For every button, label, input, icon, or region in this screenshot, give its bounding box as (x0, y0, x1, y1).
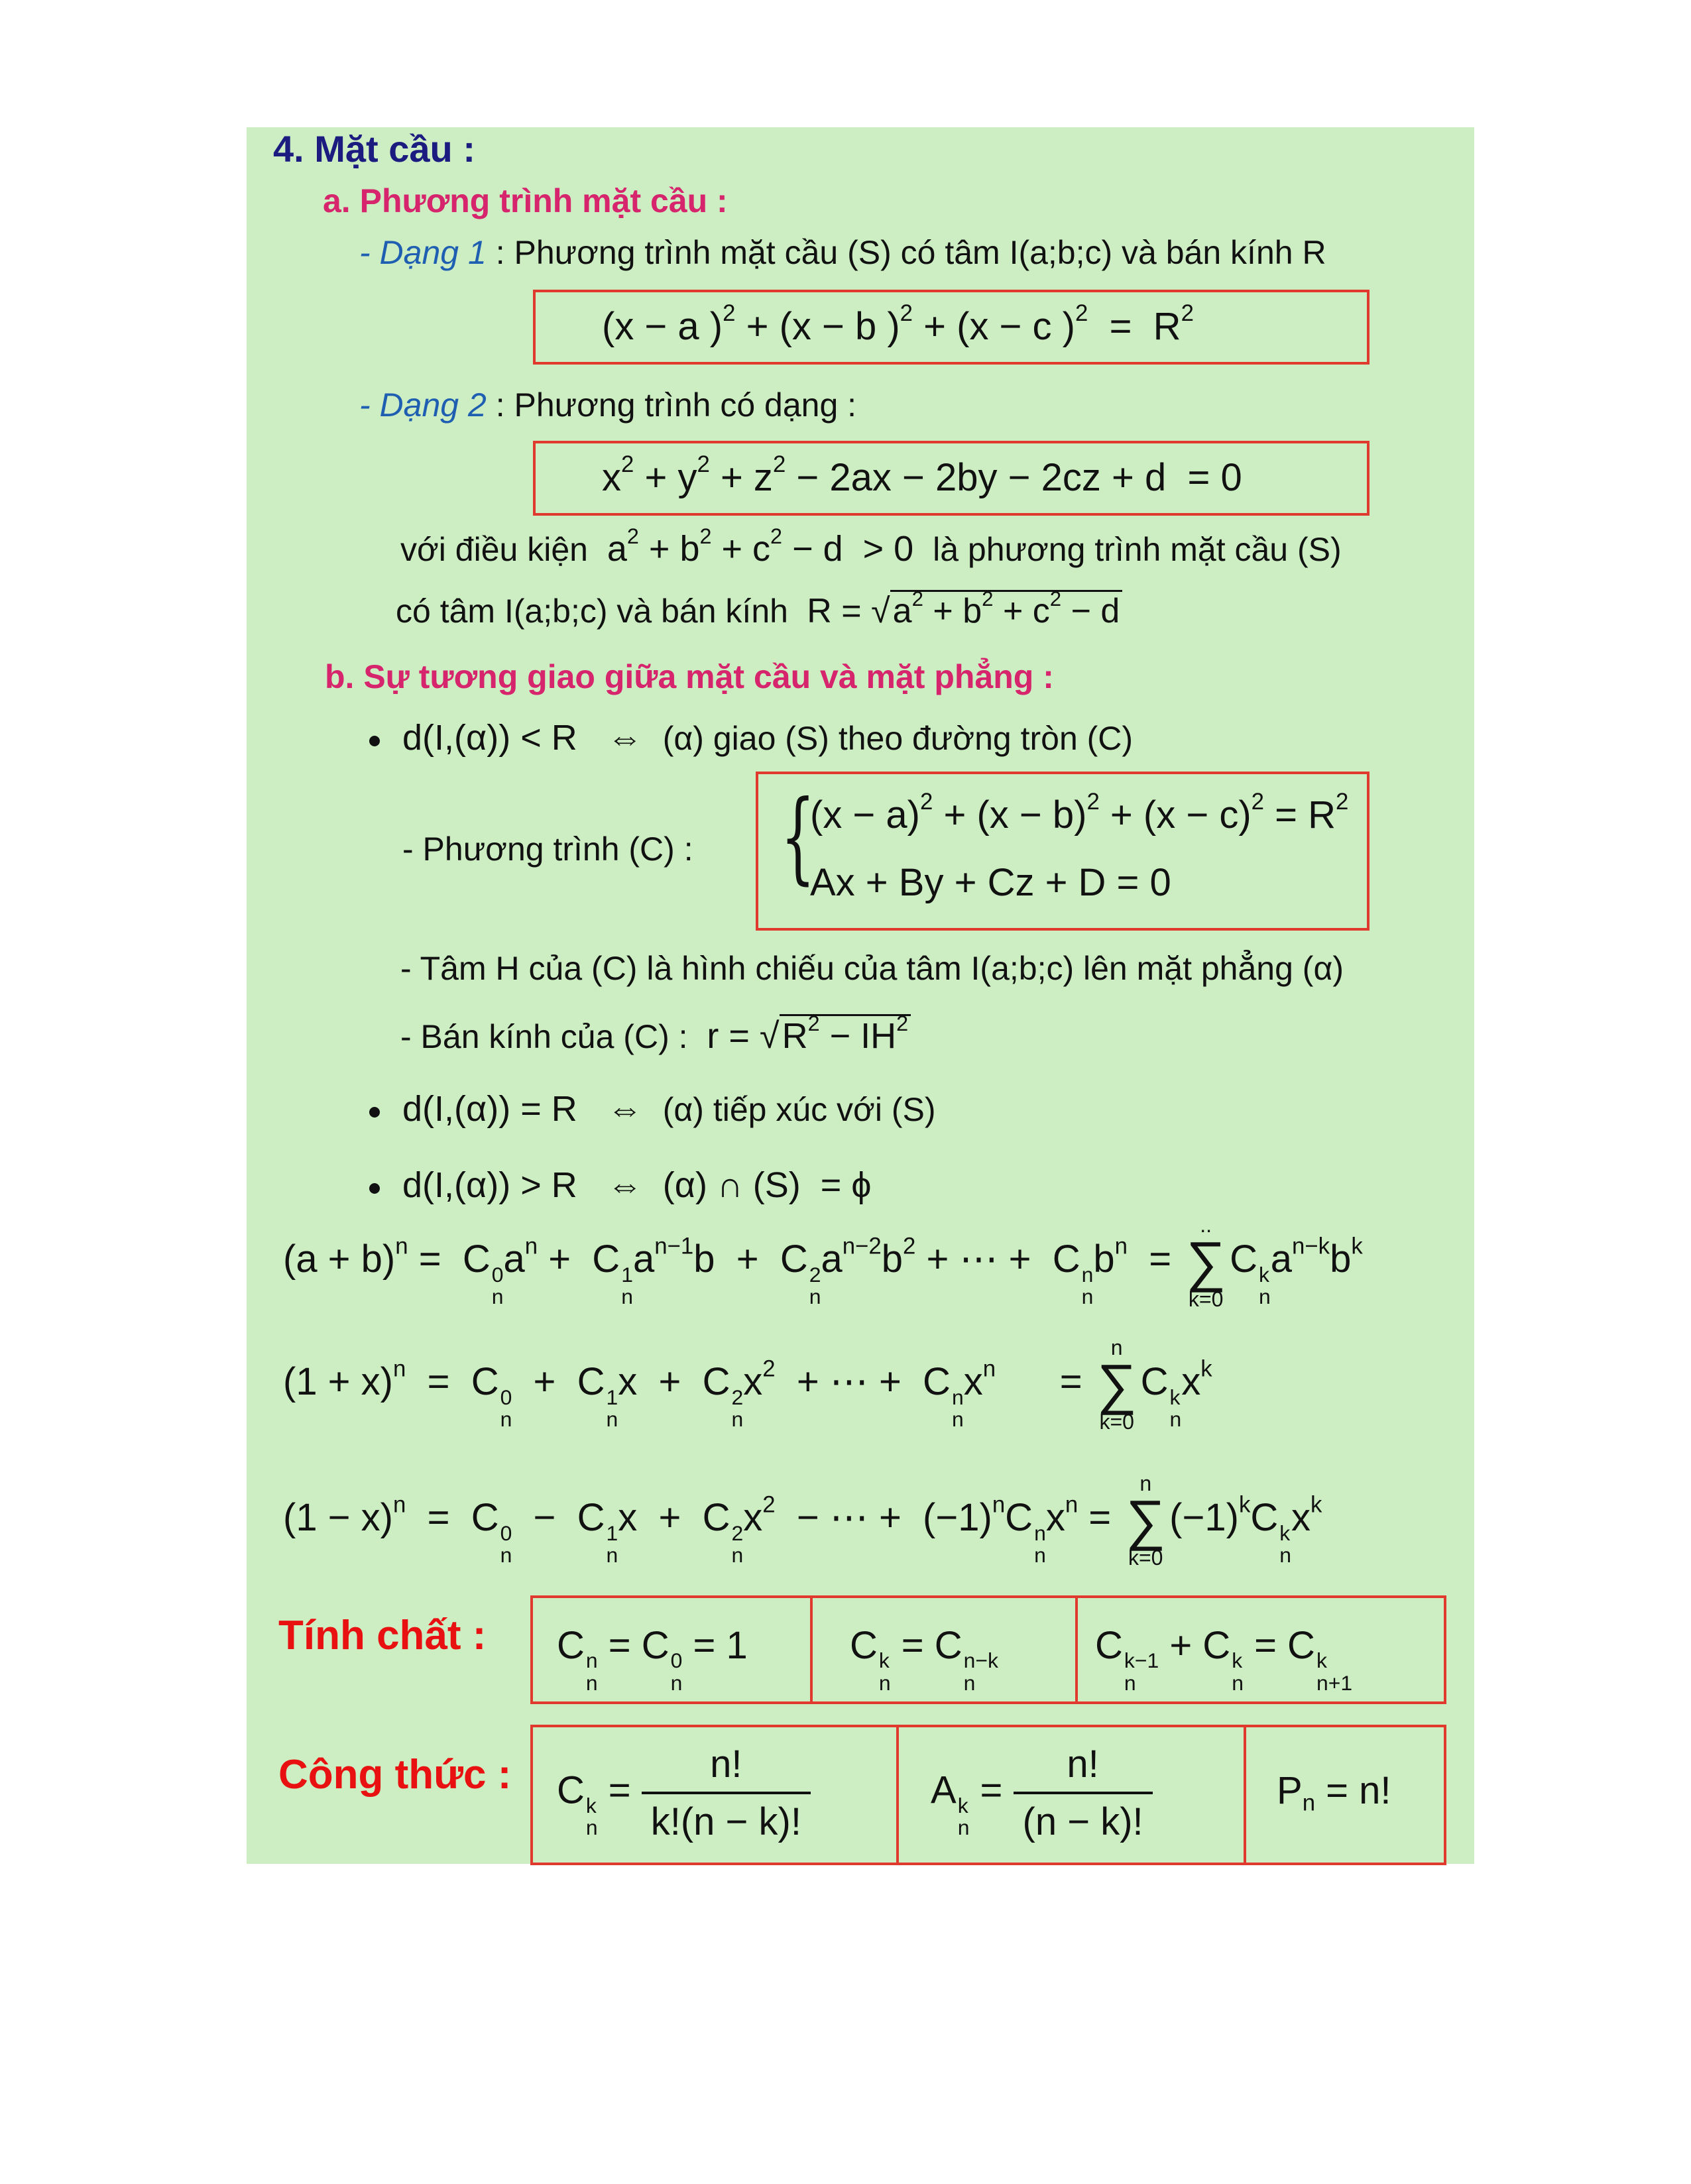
form1-line (359, 233, 1326, 272)
circle-system-box (756, 772, 1370, 931)
brace-icon: { (780, 779, 815, 895)
form1-equation-box (533, 290, 1370, 365)
formula-sheet (247, 127, 1474, 1864)
case1-line (369, 717, 1133, 758)
form2-text: : Phương trình có dạng : (495, 386, 857, 424)
property-symmetry-ends: C n n = C 0 n = 1 (557, 1624, 748, 1695)
form2-label: - Dạng 2 (359, 386, 487, 424)
formulas-box (530, 1725, 1446, 1865)
property-pascal: C k−1 n + C k n = C k n+1 (1095, 1624, 1353, 1695)
binomial-one-plus-x: $(1 + x)^n = C$ 0 n + C 1 n x + C 2 n $x^2$ + ⋯ + C n n $x^n$ = n ∑ k=0 C k n $x^k$ (283, 1336, 1212, 1434)
form2-equation: $x^2 + y^2 + z^2 - 2ax - 2by - 2cz + d = 0$ (602, 451, 1242, 499)
form1-label: - Dạng 1 (359, 234, 487, 271)
part-b-heading: b. Sự tương giao giữa mặt cầu và mặt phẳng : (325, 658, 1054, 695)
section-title: 4. Mặt cầu : (273, 128, 475, 170)
case1-condition: d(I,(α)) < R ⇔ (402, 718, 663, 758)
circle-sphere-equation: $(x - a)^2 + (x - b)^2 + (x - c)^2 = R^2$ (810, 789, 1349, 836)
form2-center-text: có tâm I(a;b;c) và bán kính (396, 593, 788, 630)
binomial-formula: $(a + b)^n = C$ 0 n $a^n + C$ 1 n $a^{n-1}b + C$ 2 n $a^{n-2}b^2$ + ⋯ + C n n $b^n$ = .. ∑ k=0 C k n $a^{n-k}b^k$ (283, 1213, 1363, 1311)
case3-condition: d(I,(α)) > R ⇔ (α) ∩ (S) = ϕ (402, 1165, 872, 1205)
form2-equation-box (533, 441, 1370, 516)
properties-box (530, 1595, 1446, 1704)
part-a-heading: a. Phương trình mặt cầu : (323, 182, 728, 219)
arrangement-formula: A k n = $\frac{n!}{(n - k)!}$ (931, 1742, 1153, 1844)
radius-label: - Bán kính của (C) : (400, 1018, 688, 1055)
bullet-icon (369, 1183, 380, 1194)
permutation-formula: $P_n = n$! (1277, 1769, 1391, 1816)
radius-formula: $R = √a^2 + b^2 + c^2 - d$ (797, 590, 1122, 630)
binomial-one-minus-x: $(1 - x)^n = C$ 0 n − C 1 n x + C 2 n $x^2$ − ⋯ + $(-1)^nC$ n n $x^n$ = n ∑ k=0 $(-1)^kC$ k n $x^k$ (283, 1471, 1322, 1570)
case1-text: (α) giao (S) theo đường tròn (C) (662, 720, 1134, 757)
circle-radius-formula: $r = √R^2 - IH^2$ (697, 1014, 911, 1056)
bullet-icon (369, 736, 380, 746)
properties-label: Tính chất : (278, 1613, 487, 1658)
condition-formula: $a^2 + b^2 + c^2 - d > 0$ (597, 524, 924, 569)
property-symmetry: C k n = C n−k n (850, 1624, 998, 1695)
condition-prefix: với điều kiện (400, 531, 588, 568)
circle-plane-equation: Ax + By + Cz + D = 0 (810, 861, 1171, 904)
form1-equation: (x − a )$^2$ + (x − b )$^2$ + (x − c )$^2 = R^2$ (602, 300, 1194, 348)
form1-text: : Phương trình mặt cầu (S) có tâm I(a;b;c) và bán kính R (495, 234, 1326, 271)
radius-line (400, 1011, 911, 1057)
case3-line (369, 1165, 872, 1206)
combination-formula: C k n = $\frac{n!}{k!(n - k)!}$ (557, 1742, 811, 1844)
case2-condition: d(I,(α)) = R ⇔ (402, 1089, 663, 1129)
circle-eq-label: - Phương trình (C) : (402, 831, 693, 868)
formulas-label: Công thức : (278, 1752, 512, 1798)
form2-condition-line (400, 524, 1342, 569)
case2-line (369, 1088, 936, 1129)
case2-text: (α) tiếp xúc với (S) (662, 1091, 936, 1128)
form2-line (359, 386, 856, 424)
bullet-icon (369, 1107, 380, 1118)
form2-center-line (396, 587, 1122, 631)
center-h-text: - Tâm H của (C) là hình chiếu của tâm I(a;b;c) lên mặt phẳng (α) (400, 950, 1344, 987)
condition-suffix: là phương trình mặt cầu (S) (933, 531, 1342, 568)
